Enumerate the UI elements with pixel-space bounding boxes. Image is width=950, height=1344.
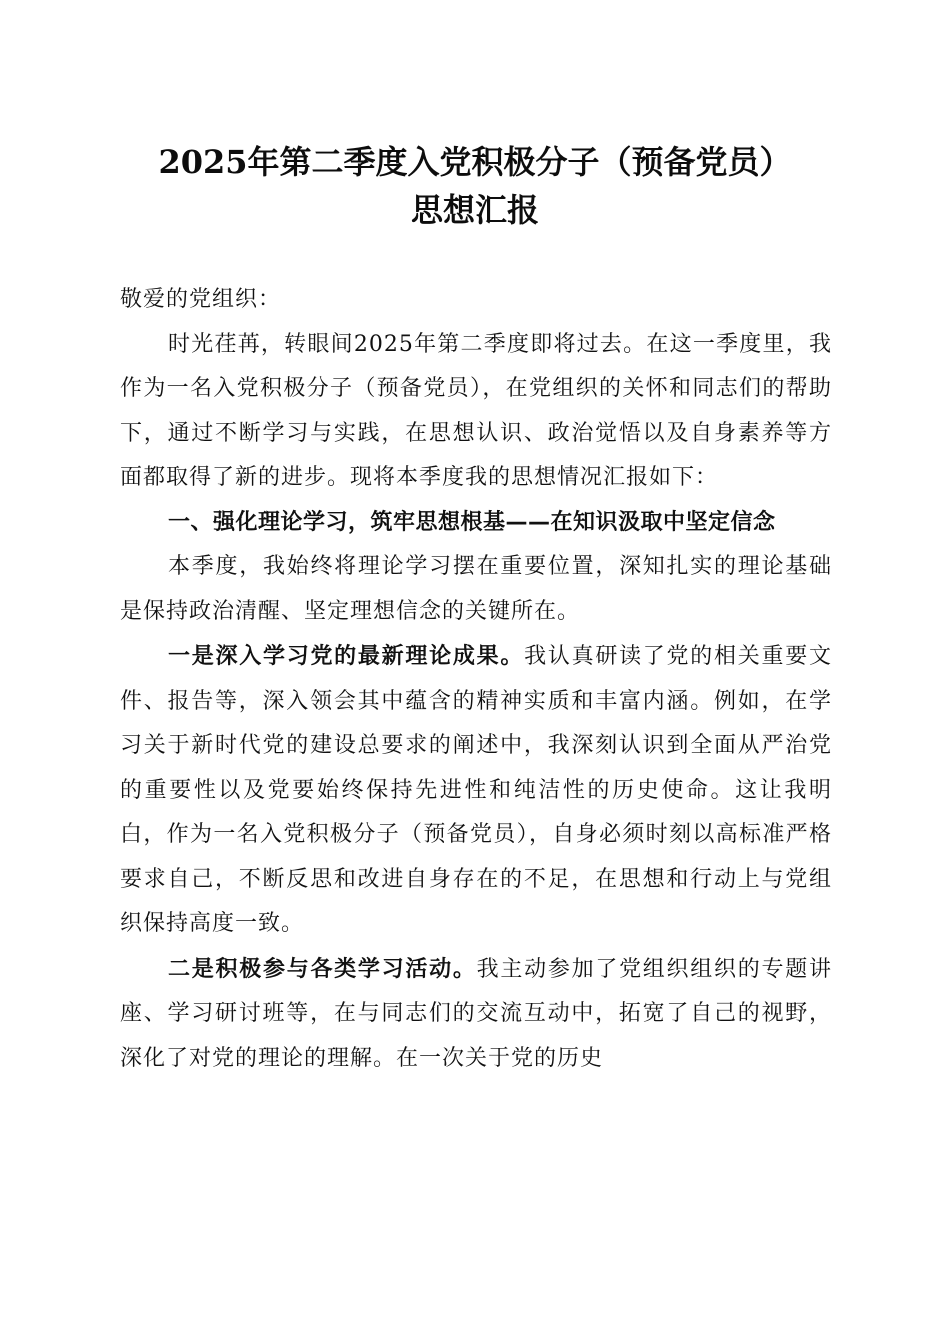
title-line-2: 思想汇报 bbox=[410, 191, 539, 229]
point-2-lead: 二是积极参与各类学习活动。 bbox=[168, 955, 477, 982]
section-1-heading: 一、强化理论学习，筑牢思想根基——在知识汲取中坚定信念 bbox=[168, 509, 776, 535]
document-title bbox=[0, 138, 950, 234]
intro-paragraph: 时光荏苒，转眼间2025年第二季度即将过去。在这一季度里，我作为一名入党积极分子（预备党员），在党组织的关怀和同志们的帮助下，通过不断学习与实践，在思想认识、政治觉悟以及自身素养等方面都取得了新的进步。现将本季度我的思想情况汇报如下： bbox=[120, 331, 832, 490]
salutation: 敬爱的党组织： bbox=[120, 287, 282, 312]
point-2-paragraph bbox=[120, 947, 832, 1082]
point-1-paragraph bbox=[120, 634, 832, 947]
title-line-1: 2025年第二季度入党积极分子（预备党员） bbox=[158, 143, 792, 181]
point-1-lead: 一是深入学习党的最新理论成果。 bbox=[168, 643, 525, 669]
document-body bbox=[120, 278, 832, 1081]
section-1-paragraph: 本季度，我始终将理论学习摆在重要位置，深知扎实的理论基础是保持政治清醒、坚定理想信念的关键所在。 bbox=[120, 554, 832, 624]
point-2-text: 我主动参加了党组织组织的专题讲座、学习研讨班等，在与同志们的交流互动中，拓宽了自己的视野，深化了对党的理论的理解。在一次关于党的历史 bbox=[120, 956, 832, 1071]
point-1-text: 我认真研读了党的相关重要文件、报告等，深入领会其中蕴含的精神实质和丰富内涵。例如，在学习关于新时代党的建设总要求的阐述中，我深刻认识到全面从严治党的重要性以及党要始终保持先进性和纯洁性的历史使命。这让我明白，作为一名入党积极分子（预备党员），自身必须时刻以高标准严格要求自己，不断反思和改进自身存在的不足，在思想和行动上与党组织保持高度一致。 bbox=[120, 644, 832, 936]
